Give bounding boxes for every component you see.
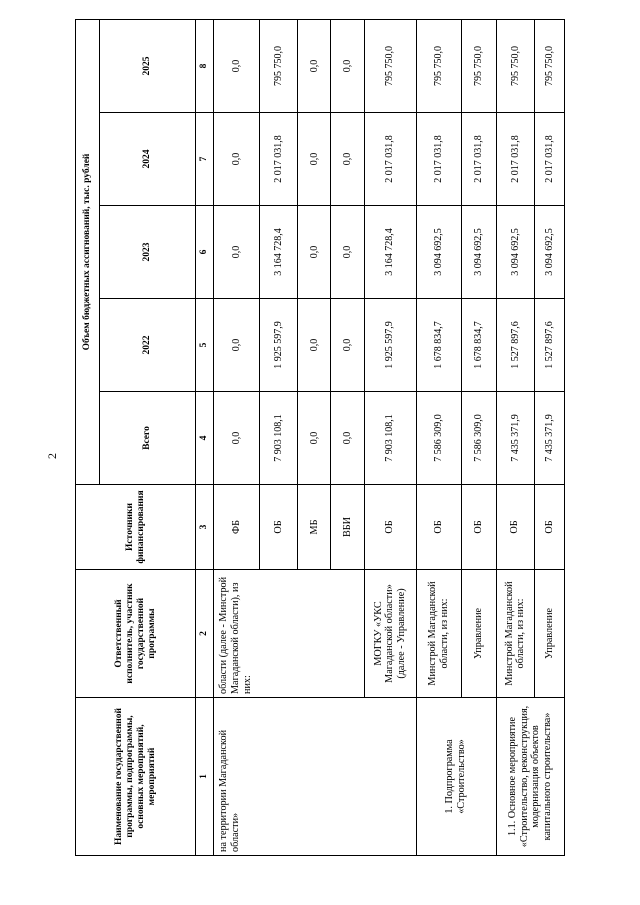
row-value-total: 7 435 371,9	[534, 392, 564, 485]
row-value-2025: 795 750,0	[364, 20, 416, 113]
row-responsible-cell: Минстрой Магаданской области, из них:	[496, 570, 534, 698]
row-name-cell: 1.1. Основное мероприятие «Строительство, реконструкция, модернизация объектов капитального строительства»	[496, 698, 564, 856]
row-value-2023: 3 094 692,5	[534, 206, 564, 299]
column-number-5: 5	[196, 299, 214, 392]
row-value-2024: 0,0	[214, 113, 260, 206]
column-number-7: 7	[196, 113, 214, 206]
row-responsible-cell: МОГКУ «УКС Магаданской области» (далее - Управление)	[364, 570, 416, 698]
budget-table	[75, 19, 565, 856]
row-value-2025: 0,0	[214, 20, 260, 113]
row-value-2025: 795 750,0	[534, 20, 564, 113]
row-value-2024: 2 017 031,8	[496, 113, 534, 206]
header-budget-group: Объем бюджетных ассигнований, тыс. рублей	[76, 20, 100, 485]
column-number-3: 3	[196, 485, 214, 570]
row-value-total: 7 903 108,1	[364, 392, 416, 485]
row-name-cell: 1. Подпрограмма «Строительство»	[416, 698, 496, 856]
row-value-2024: 2 017 031,8	[364, 113, 416, 206]
row-value-2025: 795 750,0	[416, 20, 461, 113]
column-number-4: 4	[196, 392, 214, 485]
row-value-2024: 0,0	[298, 113, 331, 206]
row-source-cell: ВБИ	[331, 485, 364, 570]
row-value-2023: 3 094 692,5	[416, 206, 461, 299]
row-value-2022: 1 527 897,6	[496, 299, 534, 392]
row-value-total: 7 435 371,9	[496, 392, 534, 485]
row-value-2022: 1 925 597,9	[260, 299, 298, 392]
row-value-total: 0,0	[214, 392, 260, 485]
column-number-2: 2	[196, 570, 214, 698]
row-value-2024: 2 017 031,8	[260, 113, 298, 206]
row-responsible-cell: Управление	[534, 570, 564, 698]
row-value-2023: 0,0	[331, 206, 364, 299]
row-source-cell: ОБ	[461, 485, 496, 570]
header-responsible: Ответственный исполнитель, участник государственной программы	[76, 570, 196, 698]
row-responsible-cell: Минстрой Магаданской области, из них:	[416, 570, 461, 698]
header-year-2024: 2024	[100, 113, 196, 206]
row-value-2025: 0,0	[331, 20, 364, 113]
row-value-2023: 3 164 728,4	[260, 206, 298, 299]
row-value-total: 7 586 309,0	[461, 392, 496, 485]
header-name: Наименование государственной программы, подпрограммы, основных мероприятий, мероприятий	[76, 698, 196, 856]
row-value-2022: 1 678 834,7	[461, 299, 496, 392]
row-value-2024: 2 017 031,8	[416, 113, 461, 206]
row-value-2025: 795 750,0	[260, 20, 298, 113]
row-value-2022: 1 925 597,9	[364, 299, 416, 392]
column-number-6: 6	[196, 206, 214, 299]
row-value-2023: 3 094 692,5	[496, 206, 534, 299]
row-value-2023: 3 164 728,4	[364, 206, 416, 299]
row-source-cell: ОБ	[534, 485, 564, 570]
row-source-cell: ОБ	[416, 485, 461, 570]
row-value-2023: 0,0	[214, 206, 260, 299]
row-source-cell: ФБ	[214, 485, 260, 570]
header-year-2022: 2022	[100, 299, 196, 392]
budget-table-frame	[75, 20, 565, 856]
row-source-cell: МБ	[298, 485, 331, 570]
row-value-total: 0,0	[298, 392, 331, 485]
header-year-2023: 2023	[100, 206, 196, 299]
page-number: 2	[45, 453, 59, 459]
header-year-2025: 2025	[100, 20, 196, 113]
row-value-2025: 795 750,0	[461, 20, 496, 113]
row-value-2023: 0,0	[298, 206, 331, 299]
row-value-2024: 2 017 031,8	[534, 113, 564, 206]
row-responsible-cell: Управление	[461, 570, 496, 698]
header-source: Источники финансирования	[76, 485, 196, 570]
row-value-2025: 795 750,0	[496, 20, 534, 113]
row-source-cell: ОБ	[364, 485, 416, 570]
column-number-1: 1	[196, 698, 214, 856]
row-value-total: 7 586 309,0	[416, 392, 461, 485]
row-value-2025: 0,0	[298, 20, 331, 113]
row-source-cell: ОБ	[260, 485, 298, 570]
row-value-2022: 1 527 897,6	[534, 299, 564, 392]
row-responsible-cell: области (далее - Минстрой Магаданской области), из них:	[214, 570, 364, 698]
row-name-cell: на территории Магаданской области»	[214, 698, 416, 856]
header-total: Всего	[100, 392, 196, 485]
row-value-total: 7 903 108,1	[260, 392, 298, 485]
row-value-2024: 0,0	[331, 113, 364, 206]
row-value-2022: 0,0	[298, 299, 331, 392]
row-value-2022: 0,0	[214, 299, 260, 392]
row-value-2022: 0,0	[331, 299, 364, 392]
row-value-2024: 2 017 031,8	[461, 113, 496, 206]
row-value-total: 0,0	[331, 392, 364, 485]
row-value-2022: 1 678 834,7	[416, 299, 461, 392]
column-number-8: 8	[196, 20, 214, 113]
row-value-2023: 3 094 692,5	[461, 206, 496, 299]
row-source-cell: ОБ	[496, 485, 534, 570]
